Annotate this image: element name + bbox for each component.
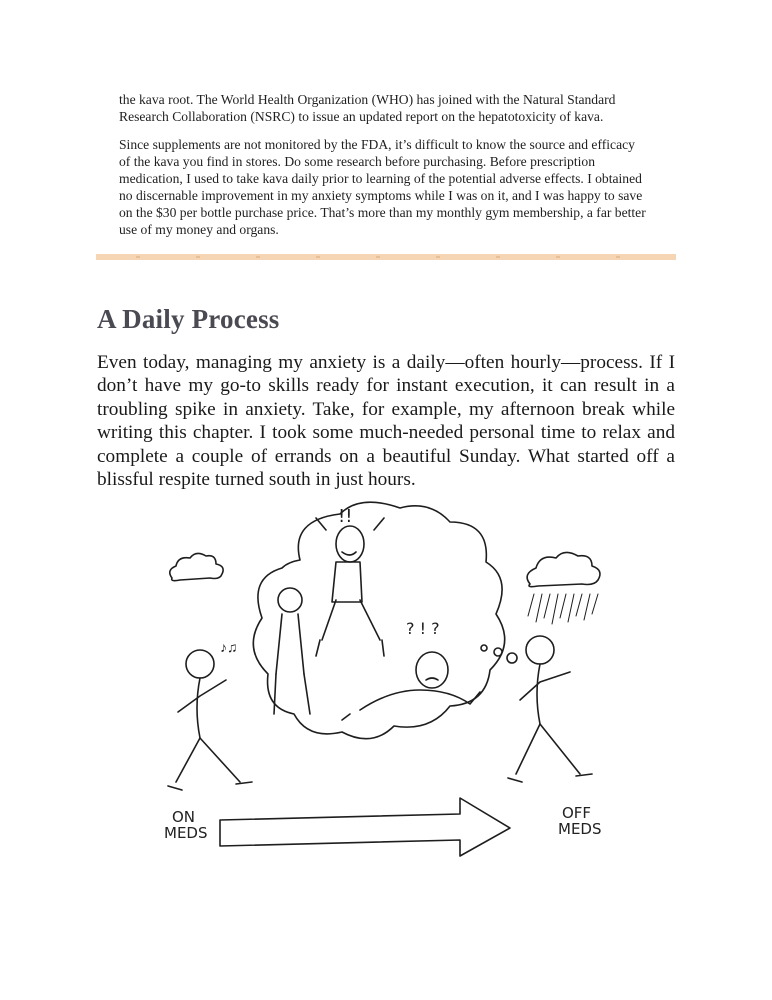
thought-cloud bbox=[253, 502, 504, 739]
off-meds-label-line2: MEDS bbox=[558, 820, 602, 838]
anxiety-illustration bbox=[150, 500, 630, 860]
sidebar-paragraph-2: Since supplements are not monitored by the FDA, it’s difficult to know the source and efficacy of the kava you find in stores. Do some research before purchasing. Before prescription medication, I used to take kava daily prior to learning of the potential adverse effects. I obtained no discernable improvement in my anxiety symptoms while I was on it, and I was happy to save on the $30 per bottle purchase price. That’s more than my monthly gym membership, a far better use of my money and organs. bbox=[119, 137, 646, 237]
walking-figure-on-meds bbox=[168, 641, 252, 790]
panicking-figure bbox=[316, 518, 384, 656]
worried-figure bbox=[342, 652, 480, 720]
sidebar-paragraph-1: the kava root. The World Health Organization (WHO) has joined with the Natural Standard Research Collaboration (NSRC) to issue an updated report on the hepatotoxicity of kava. bbox=[119, 92, 616, 124]
on-meds-label-line2: MEDS bbox=[164, 824, 208, 842]
svg-text:♪♫: ♪♫ bbox=[220, 641, 238, 656]
body-paragraph: Even today, managing my anxiety is a daily—often hourly—process. If I don’t have my go-to skills ready for instant execution, it can result in a troubling spike in anxiety. Take, for example, my afternoon break while writing this chapter. I took some much-needed personal time to relax and complete a couple of errands on a beautiful Sunday. What started off a blissful respite turned south in just hours. bbox=[97, 352, 675, 491]
exclamation-marks: !! bbox=[338, 506, 353, 527]
progress-arrow bbox=[220, 798, 510, 856]
walking-figure-off-meds bbox=[508, 636, 592, 782]
standing-figure bbox=[274, 588, 310, 714]
section-heading: A Daily Process bbox=[97, 304, 280, 334]
section-divider-texture bbox=[96, 256, 676, 258]
small-cloud-icon bbox=[170, 553, 223, 580]
on-meds-label-line1: ON bbox=[172, 808, 196, 826]
off-meds-label-line1: OFF bbox=[562, 804, 592, 822]
rain-cloud-icon bbox=[527, 552, 600, 624]
question-marks: ? ! ? bbox=[406, 619, 440, 638]
